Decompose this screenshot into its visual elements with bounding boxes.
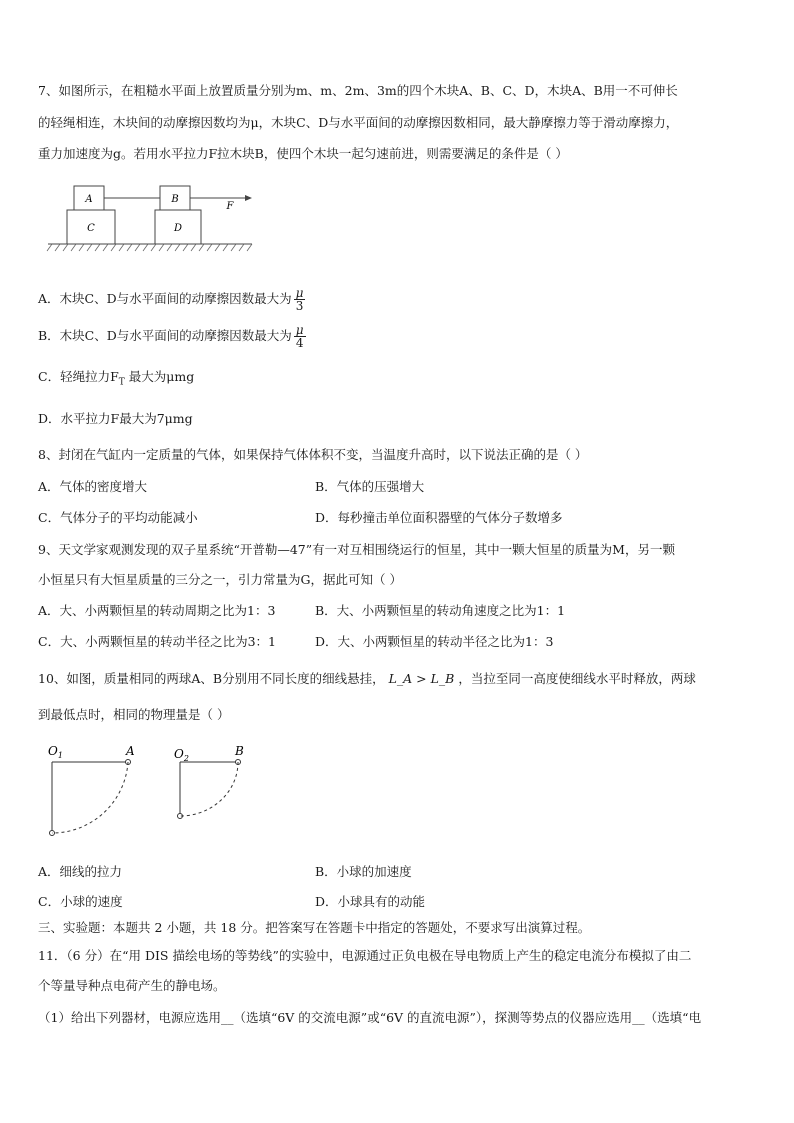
- q11-stem-line2: 个等量导种点电荷产生的静电场。: [38, 978, 226, 993]
- q7-option-c-text: C．轻绳拉力F: [38, 369, 119, 384]
- q11-part1: （1）给出下列器材，电源应选用__（选填“6V 的交流电源”或“6V 的直流电源”），探测等势点的仪器应选用__（选填“电: [38, 1010, 702, 1025]
- q10-option-b: B．小球的加速度: [315, 864, 412, 879]
- ball-b-label: B: [235, 744, 244, 758]
- q8-option-d: D．每秒撞击单位面积器壁的气体分子数增多: [315, 510, 563, 525]
- q8-option-b: B．气体的压强增大: [315, 479, 425, 494]
- q7-option-a: [38, 284, 305, 314]
- q10-option-d: D．小球具有的动能: [315, 894, 426, 909]
- q10-stem-line2: 到最低点时，相同的物理量是（ ）: [38, 707, 230, 722]
- frac-denominator: 4: [295, 336, 304, 350]
- block-a-label: A: [85, 194, 93, 205]
- q7-stem-line2: 的轻绳相连，木块间的动摩擦因数均为μ，木块C、D与水平面间的动摩擦因数相同，最大静摩擦力等于滑动摩擦力，: [38, 115, 679, 130]
- q10-stem-line1-part1: 10、如图，质量相同的两球A、B分别用不同长度的细线悬挂，: [38, 671, 385, 686]
- ball-a-label: A: [126, 744, 135, 758]
- q9-option-d: D．大、小两颗恒星的转动半径之比为1：3: [315, 634, 554, 649]
- q7-option-a-text: A．木块C、D与水平面间的动摩擦因数最大为: [38, 291, 292, 306]
- pivot-o1-label: $O_1$: [48, 744, 63, 760]
- block-c-label: C: [87, 223, 95, 234]
- q9-option-a: A．大、小两颗恒星的转动周期之比为1：3: [38, 603, 276, 618]
- frac-numerator: μ: [295, 323, 304, 337]
- q8-option-a: A．气体的密度增大: [38, 479, 148, 494]
- q8-stem: 8、封闭在气缸内一定质量的气体，如果保持气体体积不变，当温度升高时，以下说法正确的是（ ）: [38, 447, 588, 462]
- frac-numerator: μ: [295, 286, 304, 300]
- q7-option-c: [38, 369, 194, 391]
- q9-stem-line1: 9、天文学家观测发现的双子星系统“开普勒—47”有一对互相围绕运行的恒星，其中一颗大恒星的质量为M，另一颗: [38, 542, 675, 557]
- q7-stem-line1: 7、如图所示，在粗糙水平面上放置质量分别为m、m、2m、3m的四个木块A、B、C、D，木块A、B用一不可伸长: [38, 83, 678, 98]
- mu-over-3-fraction: [294, 287, 306, 312]
- frac-denominator: 3: [295, 299, 304, 313]
- q11-stem-line1: 11．（6 分）在“用 DIS 描绘电场的等势线”的实验中，电源通过正负电极在导电物质上产生的稳定电流分布模拟了由二: [38, 948, 692, 963]
- q7-option-b-text: B．木块C、D与水平面间的动摩擦因数最大为: [38, 328, 292, 343]
- q7-option-c-tail: 最大为μmg: [124, 369, 195, 384]
- q7-stem-line3: 重力加速度为g。若用水平拉力F拉木块B，使四个木块一起匀速前进，则需要满足的条件是（ ）: [38, 146, 568, 161]
- length-comparison-math: L_A > L_B: [388, 671, 455, 686]
- q10-pendulum-figure: [40, 738, 260, 843]
- block-b-label: B: [171, 194, 179, 205]
- q7-blocks-figure: [40, 180, 270, 260]
- q10-option-c: C．小球的速度: [38, 894, 123, 909]
- block-d-label: D: [173, 223, 183, 234]
- q10-stem-line1-part2: ，当拉至同一高度使细线水平时释放，两球: [458, 671, 696, 686]
- subscript-t: T: [118, 377, 125, 388]
- q10-stem-line1: [38, 671, 696, 687]
- q9-option-b: B．大、小两颗恒星的转动角速度之比为1：1: [315, 603, 566, 618]
- q9-stem-line2: 小恒星只有大恒星质量的三分之一，引力常量为G，据此可知（ ）: [38, 572, 402, 587]
- pivot-o2-label: $O_2$: [174, 747, 189, 763]
- q9-option-c: C．大、小两颗恒星的转动半径之比为3：1: [38, 634, 276, 649]
- q7-option-b: [38, 321, 306, 351]
- q8-option-c: C．气体分子的平均动能减小: [38, 510, 198, 525]
- force-label: F: [226, 201, 234, 212]
- q10-option-a: A．细线的拉力: [38, 864, 123, 879]
- mu-over-4-fraction: [294, 324, 306, 349]
- section-3-heading: 三、实验题：本题共 2 小题，共 18 分。把答案写在答题卡中指定的答题处，不要求写出演算过程。: [38, 920, 591, 935]
- q7-option-d: D．水平拉力F最大为7μmg: [38, 411, 193, 426]
